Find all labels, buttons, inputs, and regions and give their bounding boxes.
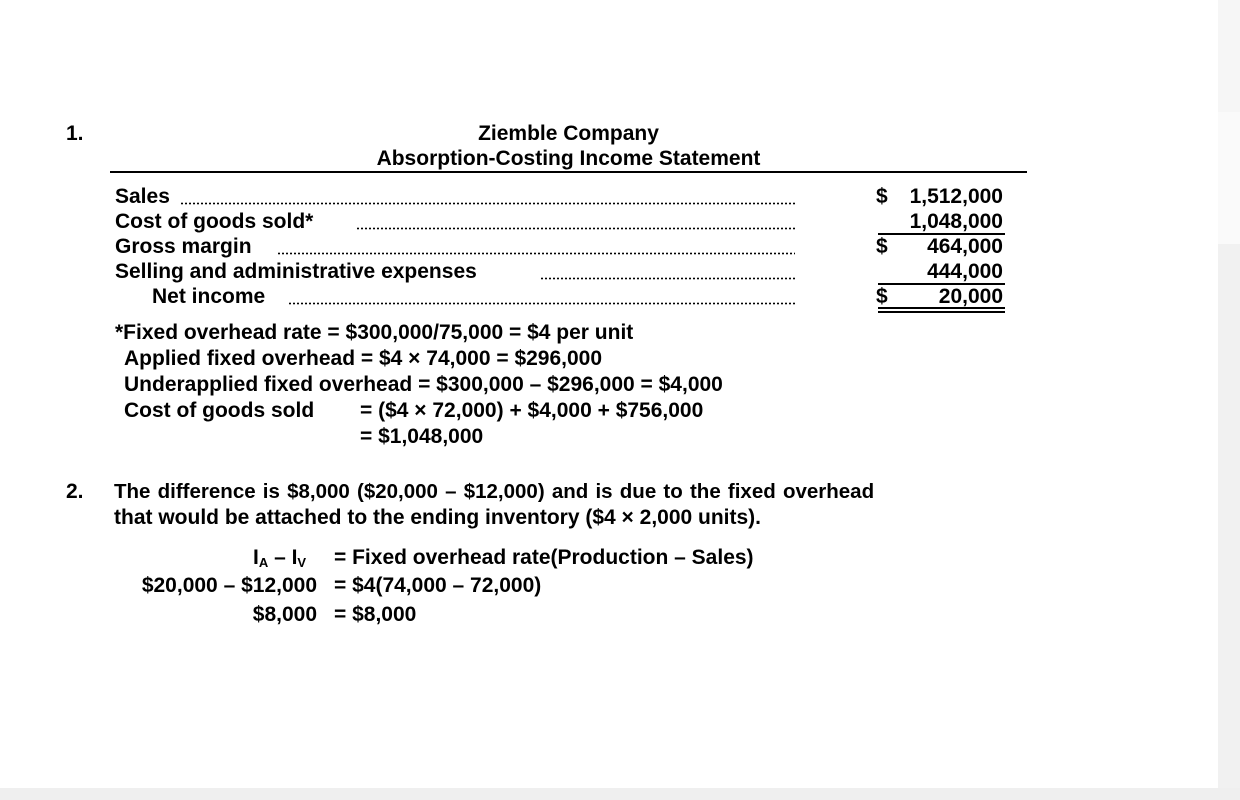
amount-value: 444,000 <box>927 260 1003 283</box>
amount-double-underline <box>878 307 1005 309</box>
note-underapplied-overhead: Underapplied fixed overhead = $300,000 – $296,000 = $4,000 <box>124 373 723 396</box>
equation-1-left <box>253 546 306 575</box>
problem-2-text-line-2: that would be attached to the ending inventory ($4 × 2,000 units). <box>114 506 762 529</box>
row-amount-sales <box>876 185 1003 209</box>
dot-leader <box>180 202 795 205</box>
subscript-v: V <box>297 555 307 570</box>
row-label-cogs: Cost of goods sold* <box>115 210 314 233</box>
equation-3-left: $8,000 <box>252 603 317 626</box>
equation-1-right: = Fixed overhead rate(Production – Sales) <box>334 546 754 569</box>
row-label-sales: Sales <box>115 185 170 208</box>
inventory-absorption-symbol: I <box>253 546 259 569</box>
dot-leader <box>288 302 795 305</box>
amount-value: 1,512,000 <box>909 185 1003 208</box>
row-label-net-income: Net income <box>152 285 266 308</box>
statement-title: Absorption-Costing Income Statement <box>376 147 761 170</box>
scrollbar-thumb[interactable] <box>1218 112 1240 244</box>
note-cogs-formula: = ($4 × 72,000) + $4,000 + $756,000 <box>360 399 704 422</box>
row-amount-selling-admin <box>876 260 1003 284</box>
dollar-sign: $ <box>876 285 888 308</box>
note-fixed-overhead-rate: *Fixed overhead rate = $300,000/75,000 = $4 per unit <box>115 321 634 344</box>
note-cogs-label: Cost of goods sold <box>124 399 315 422</box>
problem-2-text-line-1: The difference is $8,000 ($20,000 – $12,000) and is due to the fixed overhead <box>114 480 875 503</box>
amount-value: 1,048,000 <box>909 210 1003 233</box>
problem-1-number: 1. <box>66 122 84 145</box>
dollar-sign: $ <box>876 185 888 208</box>
subscript-a: A <box>258 555 269 570</box>
row-label-gross-margin: Gross margin <box>115 235 252 258</box>
scrollbar-track-top[interactable] <box>1218 0 1240 112</box>
dot-leader <box>540 277 795 280</box>
row-label-selling-admin: Selling and administrative expenses <box>115 260 477 283</box>
dollar-sign: $ <box>876 235 888 258</box>
amount-value: 20,000 <box>938 285 1003 308</box>
dot-leader <box>356 227 795 230</box>
vertical-scrollbar[interactable] <box>1218 0 1240 788</box>
amount-value: 464,000 <box>927 235 1003 258</box>
problem-2-number: 2. <box>66 480 84 503</box>
row-amount-cogs <box>876 210 1003 234</box>
note-applied-overhead: Applied fixed overhead = $4 × 74,000 = $296,000 <box>124 347 603 370</box>
bottom-edge <box>0 788 1240 800</box>
amount-double-underline <box>878 311 1005 313</box>
dot-leader <box>277 252 795 255</box>
row-amount-gross-margin <box>876 235 1003 259</box>
row-amount-net-income <box>876 285 1003 309</box>
equation-2-left: $20,000 – $12,000 <box>141 574 317 597</box>
note-cogs-result: = $1,048,000 <box>360 425 484 448</box>
minus-i: – I <box>268 546 298 569</box>
equation-3-right: = $8,000 <box>334 603 417 626</box>
company-name: Ziemble Company <box>478 122 659 145</box>
title-underline <box>110 171 1027 173</box>
equation-2-right: = $4(74,000 – 72,000) <box>334 574 542 597</box>
